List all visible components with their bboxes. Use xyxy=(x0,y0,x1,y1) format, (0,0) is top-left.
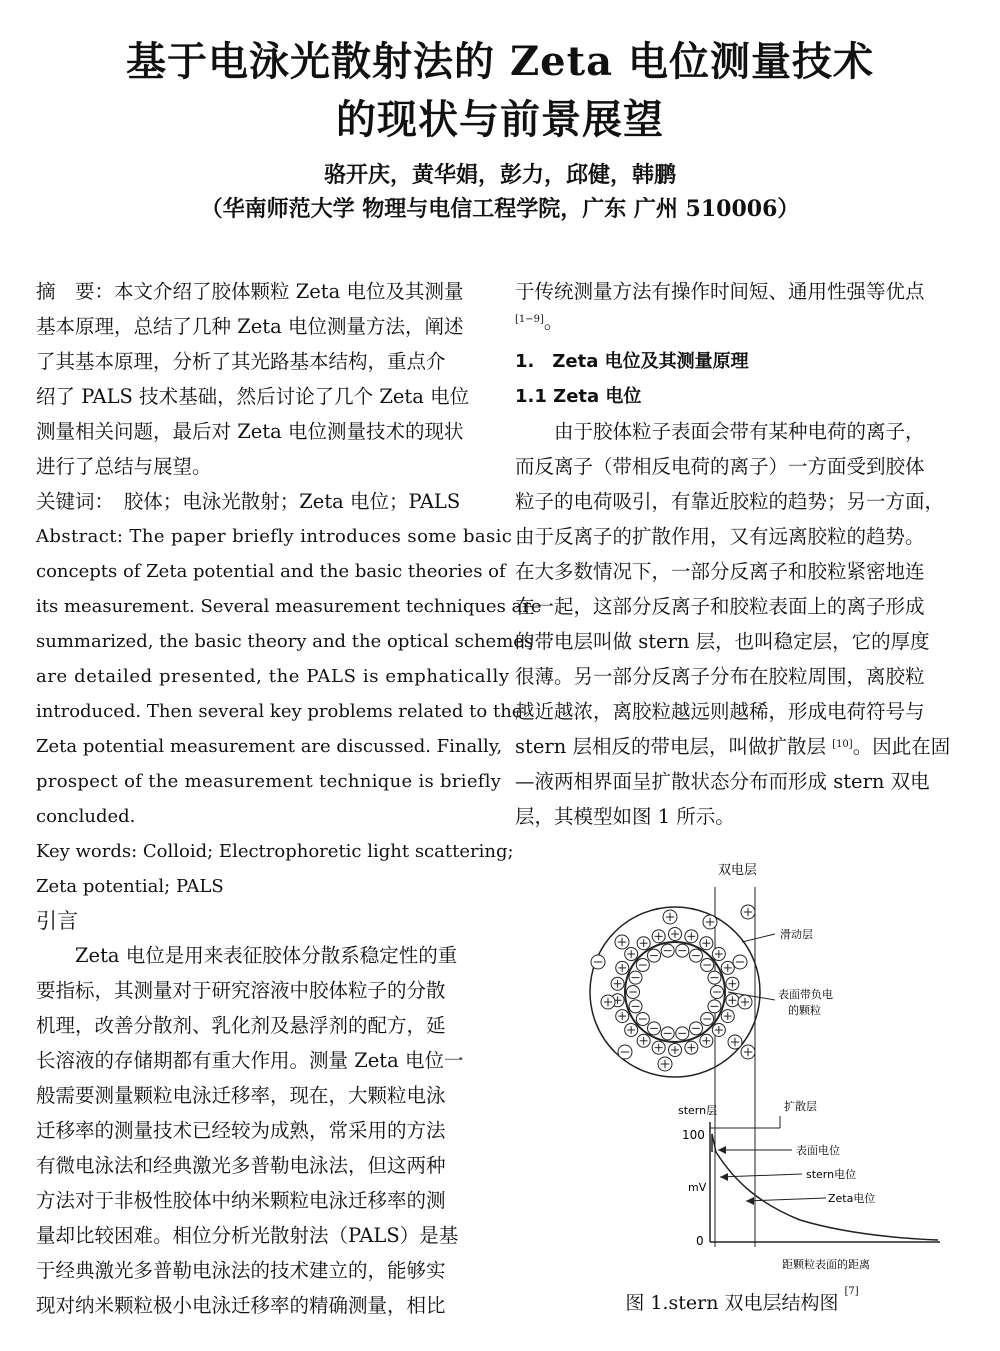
stern-positive-ion xyxy=(616,1010,629,1023)
abstract-cn-line: 了其基本原理，分析了其光路基本结构，重点介 xyxy=(36,350,446,373)
body-line: 而反离子（带相反电荷的离子）一方面受到胶体 xyxy=(515,455,925,478)
diffuse-positive-ion xyxy=(738,995,752,1009)
abstract-cn-line: 测量相关问题，最后对 Zeta 电位测量技术的现状 xyxy=(36,420,464,443)
surface-negative-ion xyxy=(627,986,640,999)
body-text: 。因此在固 xyxy=(852,735,951,758)
stern-positive-ion xyxy=(625,1023,638,1036)
intro-line: 长溶液的存储期都有重大作用。测量 Zeta 电位一 xyxy=(36,1049,464,1072)
zeta-potential-arrow xyxy=(746,1198,826,1201)
body-line: —液两相界面呈扩散状态分布而形成 stern 双电 xyxy=(515,770,930,793)
intro-line: 于经典激光多普勒电泳法的技术建立的，能够实 xyxy=(36,1259,446,1282)
y-unit: mV xyxy=(688,1181,707,1194)
abstract-en-line: concluded. xyxy=(36,806,136,827)
body-line: 在一起，这部分反离子和胶粒表面上的离子形成 xyxy=(515,595,925,618)
surface-negative-ion xyxy=(708,971,721,984)
abstract-en-line: introduced. Then several key problems related to the xyxy=(36,701,523,722)
section-heading-1: 1. Zeta 电位及其测量原理 xyxy=(515,351,749,372)
abstract-cn-line: 摘 要：本文介绍了胶体颗粒 Zeta 电位及其测量 xyxy=(36,280,464,303)
abstract-cn-line: 基本原理，总结了几种 Zeta 电位测量方法，阐述 xyxy=(36,315,464,338)
stern-positive-ion xyxy=(637,937,650,950)
intro-line: 机理，改善分散剂、乳化剂及悬浮剂的配方，延 xyxy=(36,1014,446,1037)
stern-positive-ion xyxy=(726,977,739,990)
abstract-en-line: prospect of the measurement technique is briefly xyxy=(36,771,502,792)
surface-negative-ion xyxy=(661,1027,674,1040)
surface-negative-ion xyxy=(711,986,724,999)
intro-line: 要指标，其测量对于研究溶液中胶体粒子的分散 xyxy=(36,979,446,1002)
x-axis-label: 距颗粒表面的距离 xyxy=(782,1258,870,1271)
intro-line: 有微电泳法和经典激光多普勒电泳法，但这两种 xyxy=(36,1154,446,1177)
diffuse-positive-ion xyxy=(601,995,615,1009)
label-slip-layer: 滑动层 xyxy=(780,928,813,941)
stern-positive-ion xyxy=(616,961,629,974)
y-tick-0: 0 xyxy=(696,1234,704,1248)
stern-positive-ion xyxy=(712,948,725,961)
keywords-en-line: Zeta potential; PALS xyxy=(36,876,224,897)
surface-negative-ion xyxy=(701,959,714,972)
label-surface-potential: 表面电位 xyxy=(796,1144,840,1157)
keywords-cn: 关键词： 胶体；电泳光散射；Zeta 电位；PALS xyxy=(36,490,461,513)
surface-negative-ion xyxy=(648,949,661,962)
surface-negative-ion xyxy=(648,1022,661,1035)
body-line: 在大多数情况下，一部分反离子和胶粒紧密地连 xyxy=(515,560,925,583)
label-stern-potential: stern电位 xyxy=(806,1168,857,1181)
abstract-cn-line: 绍了 PALS 技术基础，然后讨论了几个 Zeta 电位 xyxy=(36,385,470,408)
label-surface-1: 表面带负电 xyxy=(778,988,833,1001)
surface-negative-ion xyxy=(636,1012,649,1025)
body-line: 粒子的电荷吸引，有靠近胶粒的趋势；另一方面， xyxy=(515,490,945,513)
citation-ref: [1−9] xyxy=(515,314,544,325)
intro-line: 现对纳米颗粒极小电泳迁移率的精确测量，相比 xyxy=(36,1294,446,1317)
surface-negative-ion xyxy=(676,1027,689,1040)
surface-potential-arrowhead xyxy=(718,1146,726,1154)
stern-positive-ion xyxy=(669,1044,682,1057)
surface-negative-ion xyxy=(629,1000,642,1013)
slip-callout-line xyxy=(742,934,775,942)
stern-positive-ion xyxy=(611,977,624,990)
affiliation: （华南师范大学 物理与电信工程学院，广东 广州 510006） xyxy=(200,196,800,222)
surface-negative-ion xyxy=(690,1022,703,1035)
abstract-en-line: are detailed presented, the PALS is emphatically xyxy=(36,666,510,687)
stern-ion-ring xyxy=(611,928,739,1057)
surface-negative-ion xyxy=(701,1012,714,1025)
diffuse-positive-ion xyxy=(615,935,629,949)
body-line: 越近越浓，离胶粒越远则越稀，形成电荷符号与 xyxy=(515,700,925,723)
paper-title-line2: 的现状与前景展望 xyxy=(336,96,664,143)
zeta-potential-arrowhead xyxy=(746,1197,754,1205)
keywords-en-line: Key words: Colloid; Electrophoretic light scattering; xyxy=(36,841,514,862)
diffuse-positive-ion xyxy=(728,1035,742,1049)
authors: 骆开庆，黄华娟，彭力，邱健，韩鹏 xyxy=(323,162,676,188)
section-heading-1-1: 1.1 Zeta 电位 xyxy=(515,386,642,407)
continuation-end: 。 xyxy=(543,310,564,333)
body-line: 由于反离子的扩散作用，又有远离胶粒的趋势。 xyxy=(515,525,925,548)
diffuse-positive-ion xyxy=(703,915,717,929)
paper-title-line1: 基于电泳光散射法的 Zeta 电位测量技术 xyxy=(126,38,874,85)
continuation-line: 于传统测量方法有操作时间短、通用性强等优点 xyxy=(515,280,925,303)
figure-caption-text: 图 1.stern 双电层结构图 xyxy=(625,1292,845,1314)
stern-positive-ion xyxy=(712,1023,725,1036)
label-stern-layer: stern层 xyxy=(678,1104,718,1117)
stern-positive-ion xyxy=(625,948,638,961)
label-zeta-potential: Zeta电位 xyxy=(828,1192,876,1205)
stern-positive-ion xyxy=(652,930,665,943)
stern-positive-ion xyxy=(637,1034,650,1047)
stern-positive-ion xyxy=(685,1041,698,1054)
stern-potential-arrowhead xyxy=(720,1173,728,1181)
diffuse-positive-ion xyxy=(741,1045,755,1059)
body-line: 很薄。另一部分反离子分布在胶粒周围，离胶粒 xyxy=(515,665,925,688)
stern-positive-ion xyxy=(685,930,698,943)
stern-positive-ion xyxy=(721,961,734,974)
body-line-with-ref xyxy=(515,735,950,759)
surface-negative-ion xyxy=(636,959,649,972)
stern-positive-ion xyxy=(652,1041,665,1054)
diffuse-negative-ion xyxy=(733,955,747,969)
diffuse-positive-ion xyxy=(658,1057,672,1071)
diffuse-positive-ion xyxy=(663,910,677,924)
abstract-en-line: Abstract: The paper briefly introduces some basic xyxy=(36,526,513,547)
abstract-cn-line: 进行了总结与展望。 xyxy=(36,455,212,478)
surface-negative-ion xyxy=(690,949,703,962)
surface-negative-ion xyxy=(661,944,674,957)
figure-caption xyxy=(512,1288,972,1315)
diffuse-negative-ion xyxy=(591,955,605,969)
figure-double-layer xyxy=(570,852,950,1282)
abstract-en-line: Zeta potential measurement are discussed. Finally, xyxy=(36,736,503,757)
label-diffuse-layer: 扩散层 xyxy=(784,1100,817,1113)
body-line: 的带电层叫做 stern 层，也叫稳定层，它的厚度 xyxy=(515,630,930,653)
continuation-ref-line xyxy=(515,310,563,334)
stern-positive-ion xyxy=(669,928,682,941)
label-double-layer: 双电层 xyxy=(718,863,758,878)
surface-negative-ion xyxy=(629,971,642,984)
intro-line: Zeta 电位是用来表征胶体分散系稳定性的重 xyxy=(36,944,458,967)
y-tick-100: 100 xyxy=(682,1128,705,1142)
stern-positive-ion xyxy=(721,1010,734,1023)
stern-positive-ion xyxy=(726,994,739,1007)
citation-ref: [10] xyxy=(832,739,853,750)
abstract-en-line: its measurement. Several measurement techniques are xyxy=(36,596,542,617)
intro-line: 般需要测量颗粒电泳迁移率，现在，大颗粒电泳 xyxy=(36,1084,446,1107)
diffuse-negative-ion xyxy=(618,1045,632,1059)
abstract-en-line: concepts of Zeta potential and the basic theories of xyxy=(36,561,506,582)
surface-negative-ion xyxy=(708,1000,721,1013)
intro-line: 迁移率的测量技术已经较为成熟，常采用的方法 xyxy=(36,1119,446,1142)
intro-line: 量却比较困难。相位分析光散射法（PALS）是基 xyxy=(36,1224,459,1247)
label-surface-2: 的颗粒 xyxy=(788,1004,821,1017)
stern-positive-ion xyxy=(700,1034,713,1047)
diffuse-positive-ion xyxy=(741,905,755,919)
surface-negative-ion xyxy=(676,944,689,957)
abstract-en-line: summarized, the basic theory and the optical schemes xyxy=(36,631,534,652)
stern-positive-ion xyxy=(700,937,713,950)
intro-heading: 引言 xyxy=(36,909,78,933)
citation-ref: [7] xyxy=(844,1286,859,1297)
body-line: 层，其模型如图 1 所示。 xyxy=(515,805,735,828)
body-line: 由于胶体粒子表面会带有某种电荷的离子， xyxy=(515,420,925,443)
intro-line: 方法对于非极性胶体中纳米颗粒电泳迁移率的测 xyxy=(36,1189,446,1212)
body-text: stern 层相反的带电层，叫做扩散层 xyxy=(515,735,833,758)
